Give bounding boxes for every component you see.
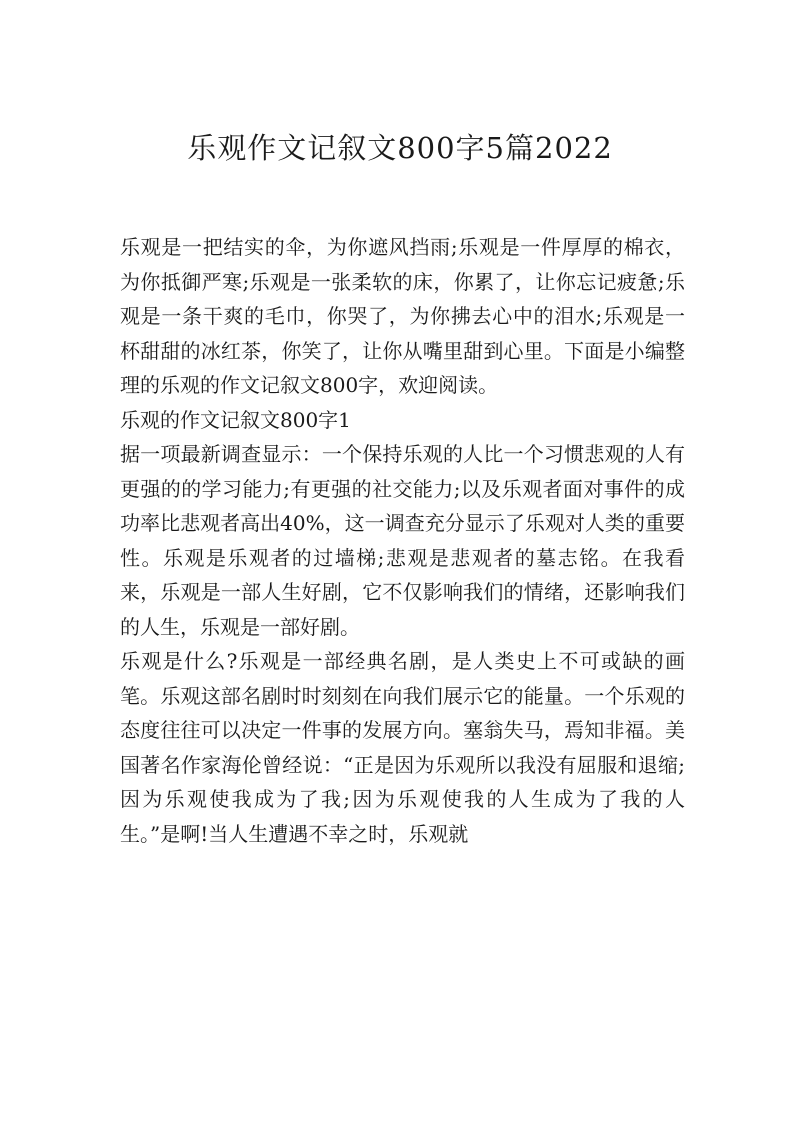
section-heading: 乐观的作文记叙文800字1 bbox=[120, 407, 351, 432]
body-paragraph: 据一项最新调查显示：一个保持乐观的人比一个习惯悲观的人有更强的的学习能力;有更强的社交能力;以及乐观者面对事件的成功率比悲观者高出40%，这一调查充分显示了乐观对人类的重要性。乐观是乐观者的过墙梯;悲观是悲观者的墓志铭。在我看来，乐观是一部人生好剧，它不仅影响我们的情绪，还影响我们的人生，乐观是一部好剧。 bbox=[120, 442, 685, 639]
intro-paragraph: 乐观是一把结实的伞，为你遮风挡雨;乐观是一件厚厚的棉衣，为你抵御严寒;乐观是一张柔软的床，你累了，让你忘记疲惫;乐观是一条干爽的毛巾，你哭了，为你拂去心中的泪水;乐观是一杯甜甜的冰红茶，你笑了，让你从嘴里甜到心里。下面是小编整理的乐观的作文记叙文800字，欢迎阅读。 bbox=[120, 235, 685, 397]
document-title: 乐观作文记叙文800字5篇2022 bbox=[187, 131, 613, 165]
body-paragraph: 乐观是什么?乐观是一部经典名剧，是人类史上不可或缺的画笔。乐观这部名剧时时刻刻在向我们展示它的能量。一个乐观的态度往往可以决定一件事的发展方向。塞翁失马，焉知非福。美国著名作家海伦曾经说：“正是因为乐观所以我没有屈服和退缩;因为乐观使我成为了我;因为乐观使我的人生成为了我的人生。”是啊!当人生遭遇不幸之时，乐观就 bbox=[120, 649, 685, 846]
document-body bbox=[120, 230, 685, 851]
